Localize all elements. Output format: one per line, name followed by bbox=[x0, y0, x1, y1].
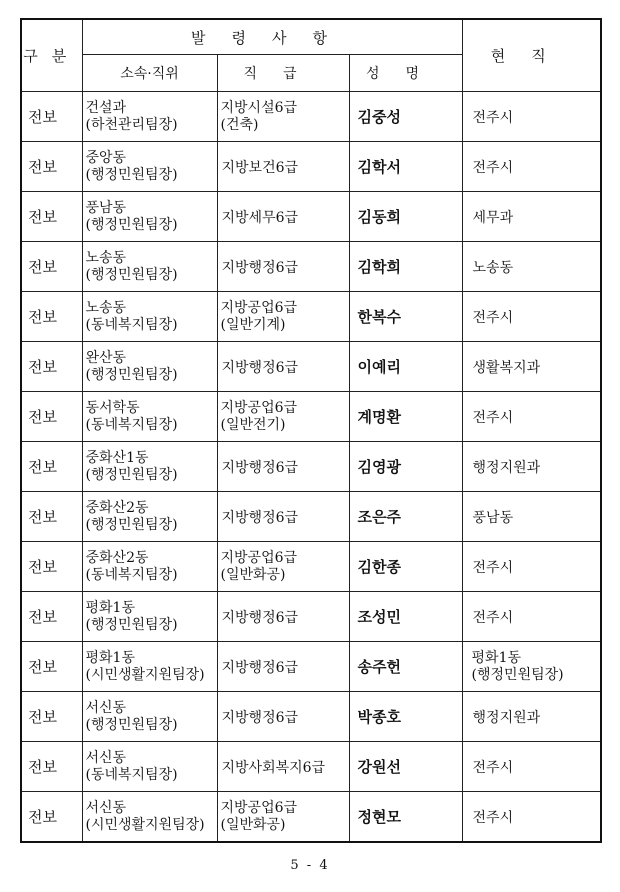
current-cell bbox=[462, 692, 601, 742]
dept-cell-line: (행정민원팀장) bbox=[85, 466, 178, 483]
name-cell: 김중성 bbox=[349, 92, 462, 142]
header-order-group: 발령사항 bbox=[82, 19, 462, 55]
grade-cell-line: (일반전기) bbox=[220, 416, 286, 433]
grade-cell bbox=[217, 592, 349, 642]
header-category: 구분 bbox=[21, 19, 82, 92]
grade-cell bbox=[217, 392, 349, 442]
grade-cell-line: 지방시설6급 bbox=[220, 99, 298, 116]
current-cell-text: 행정지원과 bbox=[472, 459, 541, 476]
current-cell-text: 전주시 bbox=[472, 809, 514, 826]
dept-cell-line: (하천관리팀장) bbox=[85, 116, 178, 133]
category-cell: 전보 bbox=[21, 592, 82, 642]
dept-cell-line: (행정민원팀장) bbox=[85, 266, 178, 283]
dept-cell bbox=[82, 292, 217, 342]
current-cell bbox=[462, 592, 601, 642]
current-cell-line: 평화1동 bbox=[471, 649, 522, 666]
header-grade: 직급 bbox=[217, 55, 349, 92]
header-current: 현직 bbox=[462, 19, 601, 92]
name-cell: 조은주 bbox=[349, 492, 462, 542]
category-cell: 전보 bbox=[21, 292, 82, 342]
table-row bbox=[21, 542, 601, 592]
grade-cell bbox=[217, 792, 349, 843]
current-cell-text: 노송동 bbox=[472, 259, 514, 276]
table-row bbox=[21, 742, 601, 792]
dept-cell-line: 중화산2동 bbox=[85, 549, 149, 566]
name-cell: 김학서 bbox=[349, 142, 462, 192]
grade-cell-text: 지방행정6급 bbox=[221, 459, 299, 476]
category-cell: 전보 bbox=[21, 442, 82, 492]
dept-cell bbox=[82, 92, 217, 142]
dept-cell-line: 중화산2동 bbox=[85, 499, 149, 516]
table-row bbox=[21, 242, 601, 292]
dept-cell bbox=[82, 642, 217, 692]
table-row bbox=[21, 492, 601, 542]
name-cell: 박종호 bbox=[349, 692, 462, 742]
grade-cell-line: (일반화공) bbox=[220, 566, 286, 583]
name-cell: 조성민 bbox=[349, 592, 462, 642]
name-cell: 강원선 bbox=[349, 742, 462, 792]
grade-cell-text: 지방사회복지6급 bbox=[221, 759, 326, 776]
table-row bbox=[21, 592, 601, 642]
current-cell bbox=[462, 342, 601, 392]
grade-cell-text: 지방행정6급 bbox=[221, 609, 299, 626]
name-cell: 송주헌 bbox=[349, 642, 462, 692]
dept-cell-line: (동네복지팀장) bbox=[85, 416, 178, 433]
name-cell: 이예리 bbox=[349, 342, 462, 392]
name-cell: 김한종 bbox=[349, 542, 462, 592]
grade-cell-line: (일반화공) bbox=[220, 816, 286, 833]
category-cell: 전보 bbox=[21, 242, 82, 292]
current-cell-text: 전주시 bbox=[472, 609, 514, 626]
current-cell-text: 행정지원과 bbox=[472, 709, 541, 726]
category-cell: 전보 bbox=[21, 142, 82, 192]
grade-cell bbox=[217, 342, 349, 392]
dept-cell-line: 풍남동 bbox=[85, 199, 127, 216]
name-cell: 정현모 bbox=[349, 792, 462, 843]
grade-cell bbox=[217, 192, 349, 242]
dept-cell bbox=[82, 692, 217, 742]
dept-cell-line: (행정민원팀장) bbox=[85, 516, 178, 533]
current-cell-text: 세무과 bbox=[472, 209, 514, 226]
dept-cell-line: (행정민원팀장) bbox=[85, 616, 178, 633]
header-name: 성명 bbox=[349, 55, 462, 92]
table-row bbox=[21, 792, 601, 843]
name-cell: 김동희 bbox=[349, 192, 462, 242]
current-cell-text: 전주시 bbox=[472, 109, 514, 126]
name-cell: 김영광 bbox=[349, 442, 462, 492]
grade-cell bbox=[217, 442, 349, 492]
current-cell bbox=[462, 492, 601, 542]
name-cell: 한복수 bbox=[349, 292, 462, 342]
dept-cell-line: 완산동 bbox=[85, 349, 127, 366]
dept-cell bbox=[82, 742, 217, 792]
dept-cell-line: (동네복지팀장) bbox=[85, 766, 178, 783]
grade-cell bbox=[217, 742, 349, 792]
current-cell bbox=[462, 292, 601, 342]
current-cell bbox=[462, 742, 601, 792]
grade-cell-line: 지방공업6급 bbox=[220, 399, 298, 416]
grade-cell-line: 지방공업6급 bbox=[220, 799, 298, 816]
grade-cell-text: 지방행정6급 bbox=[221, 259, 299, 276]
dept-cell-line: 중화산1동 bbox=[85, 449, 149, 466]
current-cell-text: 생활복지과 bbox=[472, 359, 541, 376]
dept-cell-line: (시민생활지원팀장) bbox=[85, 666, 205, 683]
current-cell bbox=[462, 792, 601, 843]
page-number: 5 - 4 bbox=[290, 858, 330, 873]
dept-cell bbox=[82, 342, 217, 392]
table-row bbox=[21, 442, 601, 492]
category-cell: 전보 bbox=[21, 342, 82, 392]
current-cell bbox=[462, 192, 601, 242]
name-cell: 김학희 bbox=[349, 242, 462, 292]
current-cell bbox=[462, 92, 601, 142]
dept-cell bbox=[82, 192, 217, 242]
grade-cell-text: 지방세무6급 bbox=[221, 209, 299, 226]
dept-cell bbox=[82, 392, 217, 442]
current-cell-text: 풍남동 bbox=[472, 509, 514, 526]
grade-cell bbox=[217, 542, 349, 592]
grade-cell-line: (건축) bbox=[220, 116, 259, 133]
dept-cell bbox=[82, 442, 217, 492]
category-cell: 전보 bbox=[21, 492, 82, 542]
dept-cell-line: 동서학동 bbox=[85, 399, 140, 416]
category-cell: 전보 bbox=[21, 792, 82, 843]
current-cell bbox=[462, 242, 601, 292]
category-cell: 전보 bbox=[21, 92, 82, 142]
dept-cell-line: (행정민원팀장) bbox=[85, 716, 178, 733]
category-cell: 전보 bbox=[21, 742, 82, 792]
dept-cell bbox=[82, 792, 217, 843]
dept-cell-line: (행정민원팀장) bbox=[85, 216, 178, 233]
dept-cell-line: 평화1동 bbox=[85, 599, 135, 616]
dept-cell-line: (행정민원팀장) bbox=[85, 366, 178, 383]
table-row bbox=[21, 192, 601, 242]
table-row bbox=[21, 392, 601, 442]
grade-cell bbox=[217, 242, 349, 292]
dept-cell-line: 노송동 bbox=[85, 249, 127, 266]
current-cell-line: (행정민원팀장) bbox=[471, 666, 564, 683]
dept-cell-line: (시민생활지원팀장) bbox=[85, 816, 205, 833]
dept-cell-line: 서신동 bbox=[85, 799, 127, 816]
dept-cell-line: (동네복지팀장) bbox=[85, 316, 178, 333]
category-cell: 전보 bbox=[21, 692, 82, 742]
current-cell-text: 전주시 bbox=[472, 309, 514, 326]
grade-cell-line: (일반기계) bbox=[220, 316, 286, 333]
header-row-top bbox=[21, 19, 601, 55]
category-cell: 전보 bbox=[21, 542, 82, 592]
table-row bbox=[21, 92, 601, 142]
grade-cell bbox=[217, 142, 349, 192]
dept-cell bbox=[82, 592, 217, 642]
current-cell-text: 전주시 bbox=[472, 759, 514, 776]
table-row bbox=[21, 642, 601, 692]
dept-cell-line: 서신동 bbox=[85, 749, 127, 766]
grade-cell-line: 지방공업6급 bbox=[220, 299, 298, 316]
current-cell bbox=[462, 542, 601, 592]
current-cell bbox=[462, 442, 601, 492]
dept-cell-line: 중앙동 bbox=[85, 149, 127, 166]
dept-cell bbox=[82, 242, 217, 292]
table-row bbox=[21, 292, 601, 342]
header-dept: 소속·직위 bbox=[82, 55, 217, 92]
grade-cell bbox=[217, 642, 349, 692]
grade-cell bbox=[217, 92, 349, 142]
dept-cell-line: (행정민원팀장) bbox=[85, 166, 178, 183]
grade-cell-text: 지방행정6급 bbox=[221, 359, 299, 376]
table-row bbox=[21, 142, 601, 192]
personnel-order-table bbox=[20, 18, 602, 843]
dept-cell-line: 평화1동 bbox=[85, 649, 135, 666]
grade-cell bbox=[217, 492, 349, 542]
name-cell: 계명환 bbox=[349, 392, 462, 442]
grade-cell bbox=[217, 292, 349, 342]
current-cell-text: 전주시 bbox=[472, 159, 514, 176]
dept-cell bbox=[82, 542, 217, 592]
grade-cell-text: 지방행정6급 bbox=[221, 509, 299, 526]
table-row bbox=[21, 692, 601, 742]
grade-cell-text: 지방보건6급 bbox=[221, 159, 299, 176]
current-cell bbox=[462, 642, 601, 692]
dept-cell-line: (동네복지팀장) bbox=[85, 566, 178, 583]
grade-cell-text: 지방행정6급 bbox=[221, 709, 299, 726]
current-cell bbox=[462, 142, 601, 192]
current-cell-text: 전주시 bbox=[472, 559, 514, 576]
dept-cell bbox=[82, 142, 217, 192]
category-cell: 전보 bbox=[21, 642, 82, 692]
dept-cell-line: 건설과 bbox=[85, 99, 127, 116]
table-row bbox=[21, 342, 601, 392]
current-cell-text: 전주시 bbox=[472, 409, 514, 426]
grade-cell bbox=[217, 692, 349, 742]
grade-cell-text: 지방행정6급 bbox=[221, 659, 299, 676]
category-cell: 전보 bbox=[21, 392, 82, 442]
dept-cell-line: 노송동 bbox=[85, 299, 127, 316]
dept-cell bbox=[82, 492, 217, 542]
current-cell bbox=[462, 392, 601, 442]
category-cell: 전보 bbox=[21, 192, 82, 242]
dept-cell-line: 서신동 bbox=[85, 699, 127, 716]
grade-cell-line: 지방공업6급 bbox=[220, 549, 298, 566]
